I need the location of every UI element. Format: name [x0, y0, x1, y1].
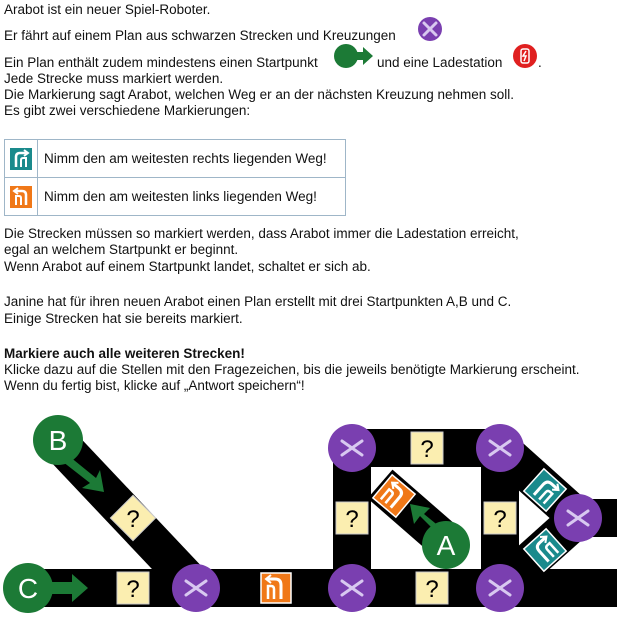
start-label-a: A	[436, 530, 456, 561]
crossing-icon	[554, 494, 602, 542]
crossing-icon	[417, 16, 443, 42]
question-marker[interactable]	[117, 572, 149, 604]
question-mark-text: ?	[493, 506, 507, 533]
rule-row-left	[5, 178, 346, 216]
body-line-1: Die Strecken müssen so markiert werden, dass Arabot immer die Ladestation erreicht,	[4, 226, 519, 241]
intro-line-6: Es gibt zwei verschiedene Markierungen:	[4, 103, 251, 118]
charging-station-icon	[512, 43, 538, 69]
intro-line-3b: und eine Ladestation	[377, 55, 503, 70]
question-marker[interactable]	[416, 572, 448, 604]
crossing-icon	[172, 564, 220, 612]
intro-line-5: Die Markierung sagt Arabot, welchen Weg er an der nächsten Kreuzung nehmen soll.	[4, 87, 515, 102]
start-label-c: C	[17, 573, 39, 604]
marker-rules-table	[4, 139, 346, 216]
rule-label-left: Nimm den am weitesten links liegenden Weg!	[38, 178, 346, 216]
left-marker-icon	[10, 186, 32, 208]
question-marker[interactable]	[411, 432, 443, 464]
right-marker-icon	[10, 148, 32, 170]
task-heading: Markiere auch alle weiteren Strecken!	[4, 346, 245, 361]
question-marker[interactable]	[484, 502, 516, 534]
intro-line-1: Arabot ist ein neuer Spiel-Roboter.	[4, 2, 211, 17]
crossing-icon	[328, 564, 376, 612]
body-line-5: Einige Strecken hat sie bereits markiert.	[4, 311, 243, 326]
rule-label-right: Nimm den am weitesten rechts liegenden Weg!	[38, 140, 346, 178]
task-line-2: Wenn du fertig bist, klicke auf „Antwort speichern“!	[4, 378, 305, 393]
intro-line-4: Jede Strecke muss markiert werden.	[4, 71, 224, 86]
crossing-icon	[328, 424, 376, 472]
question-marker[interactable]	[336, 502, 368, 534]
task-line-1: Klicke dazu auf die Stellen mit den Fragezeichen, bis die jeweils benötigte Markierung erscheint.	[4, 362, 580, 377]
crossing-icon	[476, 424, 524, 472]
intro-line-3c: .	[538, 55, 542, 70]
track-plan	[0, 412, 617, 623]
start-label-b: B	[48, 425, 68, 456]
intro-line-3a: Ein Plan enthält zudem mindestens einen Startpunkt	[4, 55, 318, 70]
question-mark-text: ?	[126, 506, 140, 533]
question-mark-text: ?	[126, 576, 140, 603]
crossing-icon	[476, 564, 524, 612]
left-marker-icon	[261, 573, 291, 603]
question-mark-text: ?	[345, 506, 359, 533]
body-line-4: Janine hat für ihren neuen Arabot einen Plan erstellt mit drei Startpunkten A,B und C.	[4, 294, 512, 309]
body-line-2: egal an welchem Startpunkt er beginnt.	[4, 242, 239, 257]
question-mark-text: ?	[420, 436, 434, 463]
question-mark-text: ?	[425, 576, 439, 603]
start-point-icon	[333, 43, 375, 69]
body-line-3: Wenn Arabot auf einem Startpunkt landet, schaltet er sich ab.	[4, 259, 371, 274]
tracks	[20, 444, 617, 588]
rule-row-right	[5, 140, 346, 178]
intro-line-2: Er fährt auf einem Plan aus schwarzen Strecken und Kreuzungen	[4, 28, 396, 43]
